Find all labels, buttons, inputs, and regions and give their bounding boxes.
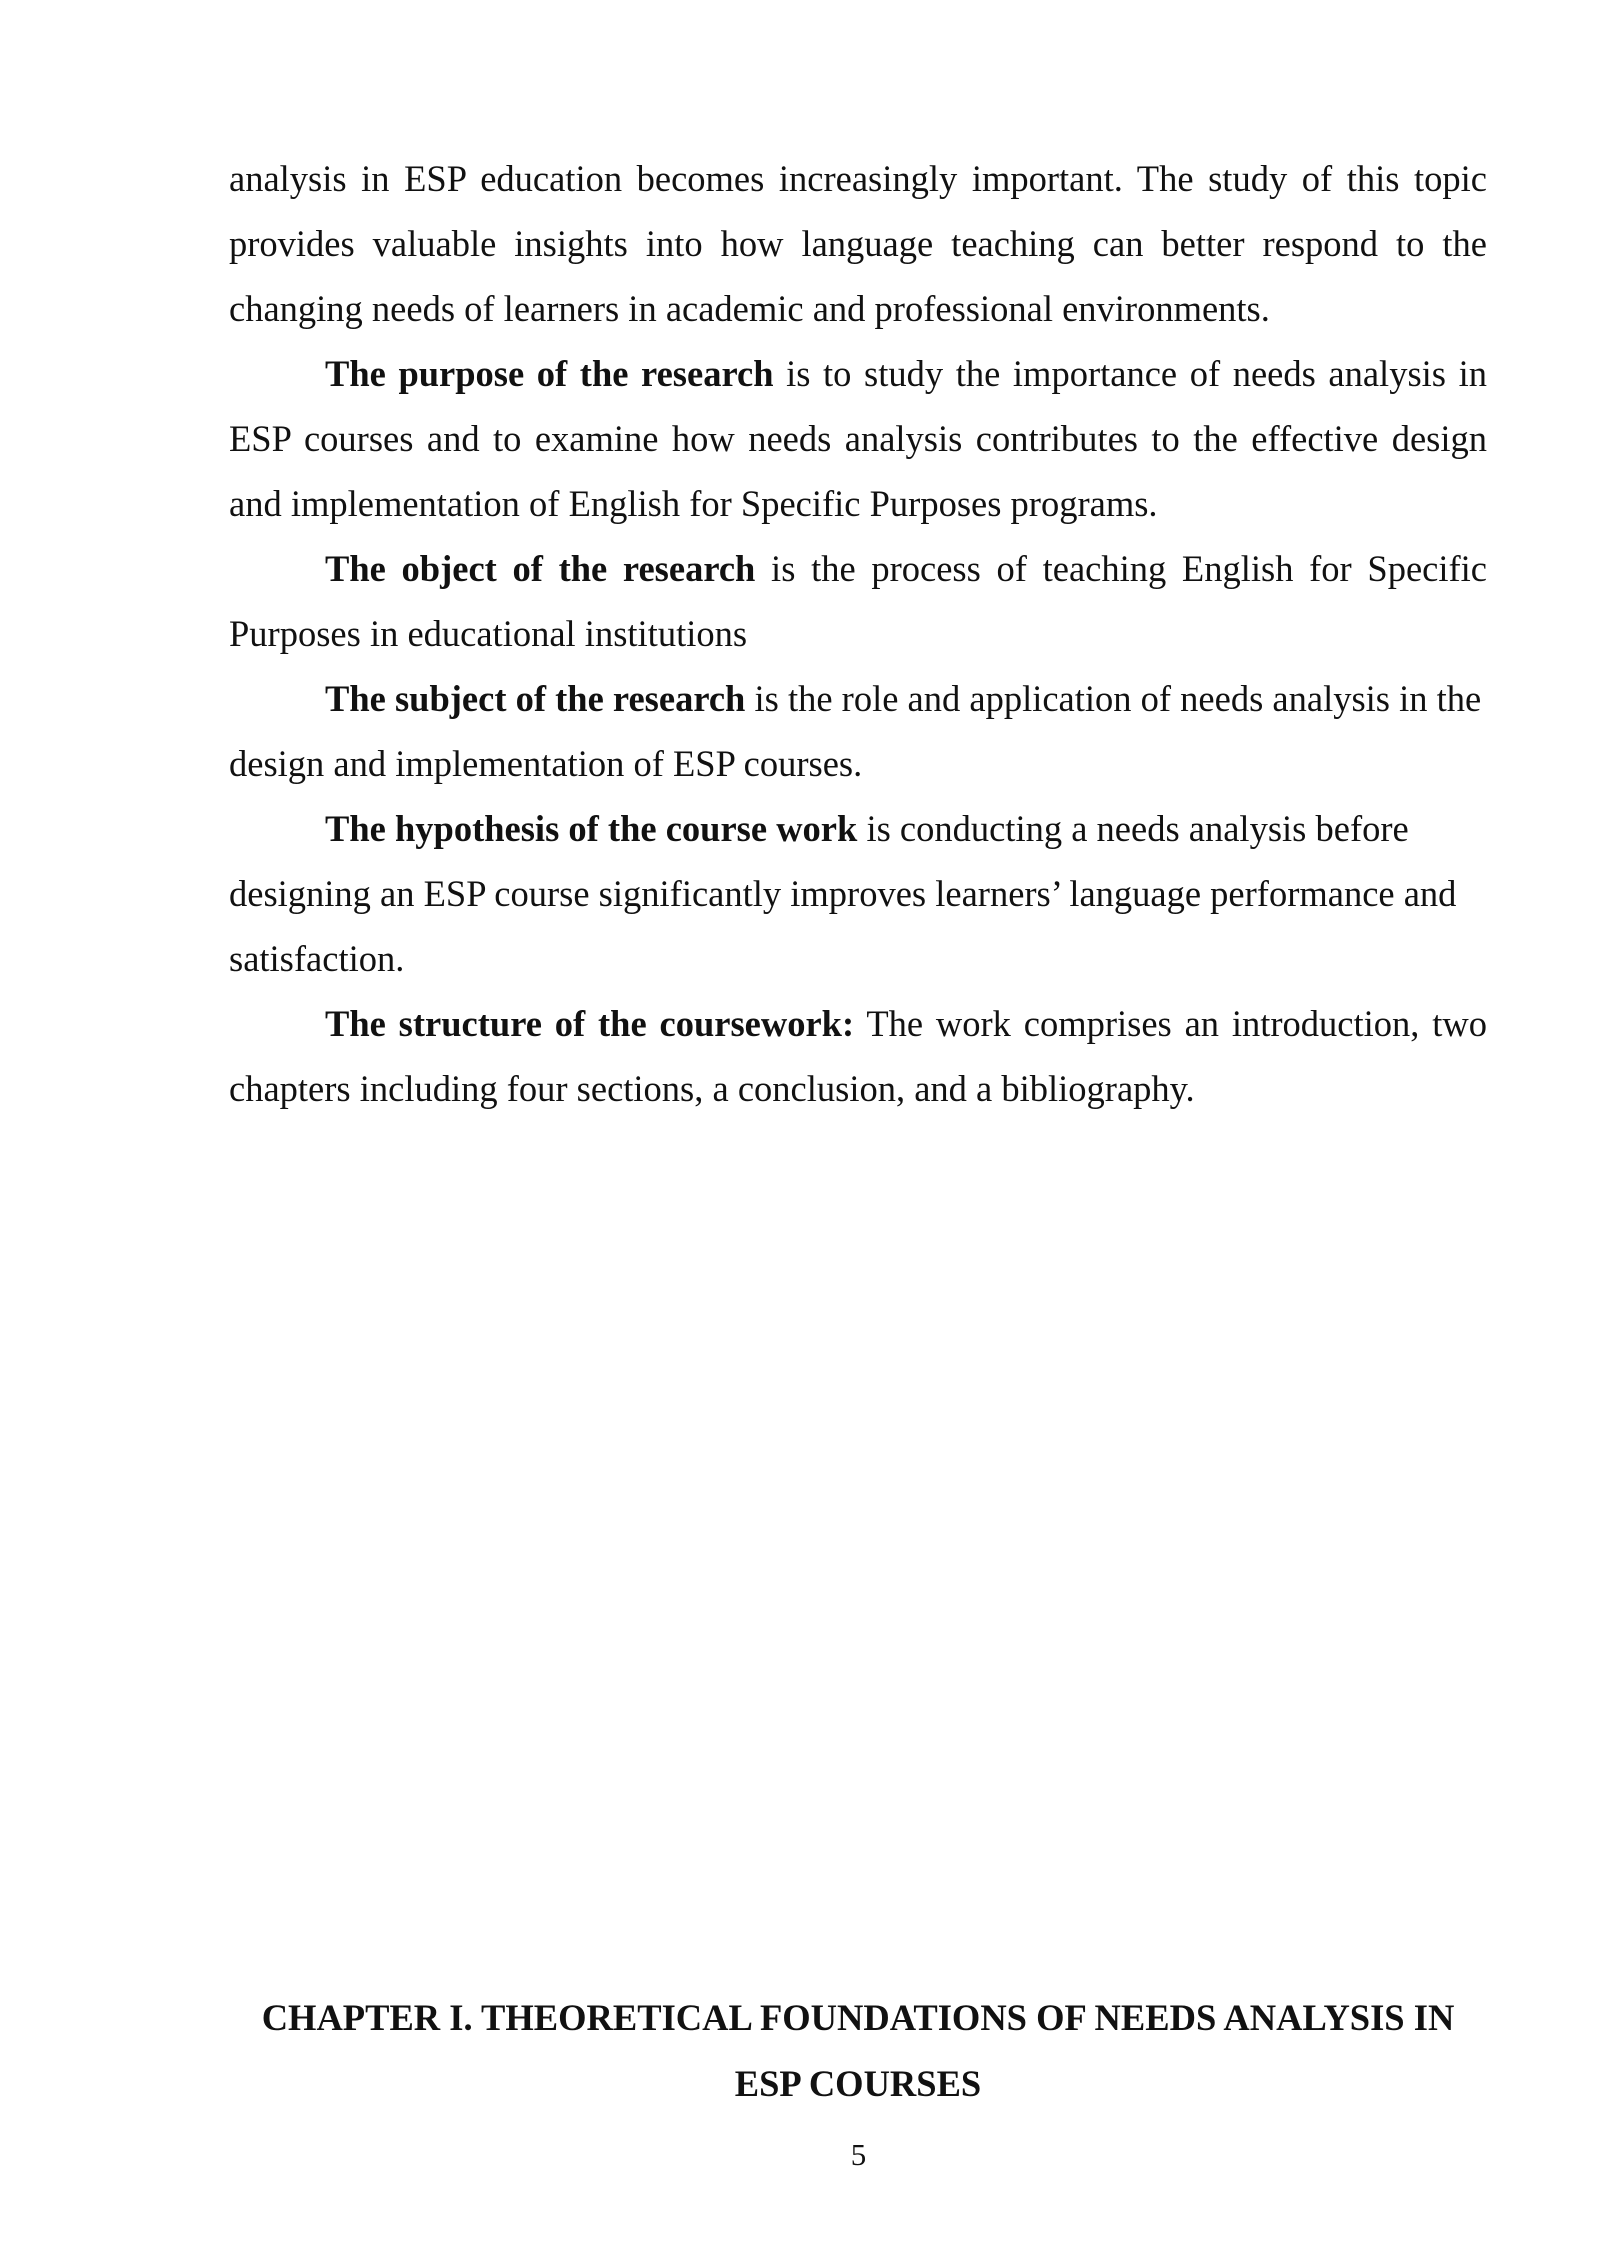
paragraph-text: The work comprises an introduction, two chapters including four sections, a conclusion, and a bibliography. — [229, 1003, 1488, 1109]
paragraph-text: is conducting a needs analysis before designing an ESP course significantly improves learners’ language performance and satisfaction. — [229, 808, 1457, 979]
paragraph-hypothesis — [229, 796, 1487, 991]
chapter-heading-line-2: ESP COURSES — [734, 2063, 982, 2104]
paragraph-lead: The structure of the coursework: — [325, 1003, 855, 1044]
body-text — [229, 146, 1487, 1121]
paragraph-text: analysis in ESP education becomes increasingly important. The study of this topic provides valuable insights into how language teaching can better respond to the changing needs of learners in academic and professional environments. — [229, 158, 1487, 329]
paragraph-lead: The hypothesis of the course work — [325, 808, 858, 849]
paragraph-text: is the role and application of needs analysis in the design and implementation of ESP courses. — [229, 678, 1482, 784]
chapter-heading — [229, 1985, 1487, 2117]
paragraph-lead: The subject of the research — [325, 678, 746, 719]
paragraph-lead: The object of the research — [325, 548, 756, 589]
paragraph-object — [229, 536, 1487, 666]
chapter-heading-line-1: CHAPTER I. THEORETICAL FOUNDATIONS OF NEEDS ANALYSIS IN — [261, 1997, 1455, 2038]
paragraph-purpose — [229, 341, 1487, 536]
paragraph-structure — [229, 991, 1487, 1121]
paragraph-intro-continuation — [229, 146, 1487, 341]
paragraph-text: is to study the importance of needs analysis in ESP courses and to examine how needs analysis contributes to the effective design and implementation of English for Specific Purposes programs. — [229, 353, 1487, 524]
paragraph-subject — [229, 666, 1487, 796]
paragraph-text: is the process of teaching English for Specific Purposes in educational institutions — [229, 548, 1487, 654]
paragraph-lead: The purpose of the research — [325, 353, 774, 394]
page-number: 5 — [850, 2137, 867, 2172]
